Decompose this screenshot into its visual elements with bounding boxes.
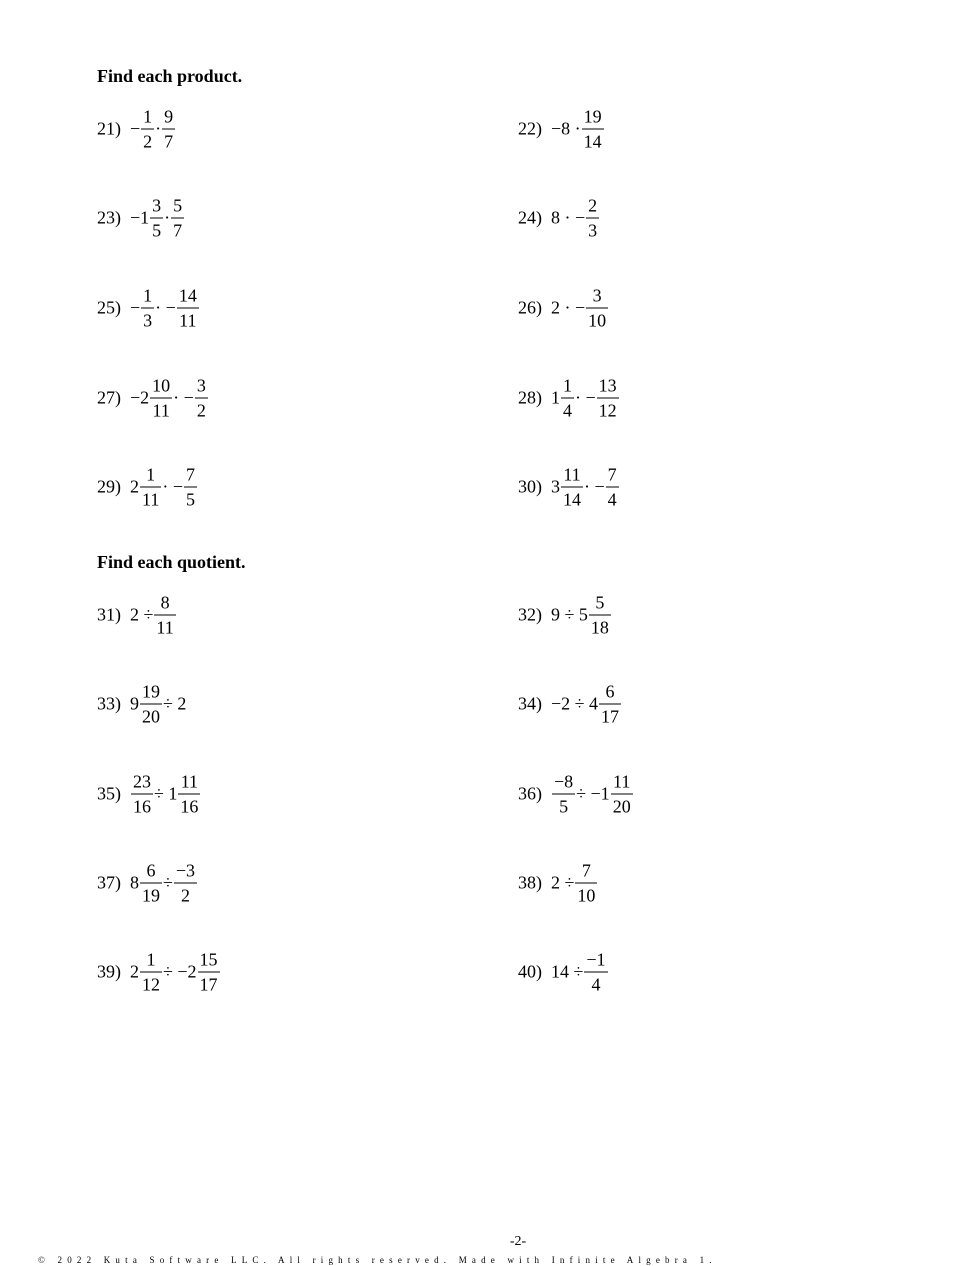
- fraction-numerator: 7: [607, 464, 617, 485]
- problem-number: 25): [97, 297, 121, 318]
- section-heading-quotients: Find each quotient.: [97, 552, 246, 572]
- problem-21: [97, 108, 176, 151]
- fraction: [552, 773, 575, 816]
- expression-text: −2 ÷ 4: [551, 693, 599, 714]
- fraction: [599, 683, 621, 726]
- problem-31: [97, 594, 177, 637]
- fraction-denominator: 2: [195, 398, 208, 420]
- expression-text: 2: [130, 476, 139, 497]
- fraction-numerator: 6: [605, 681, 615, 702]
- problem-34: [518, 683, 622, 726]
- problem-number: 34): [518, 693, 542, 714]
- problem-number: 40): [518, 961, 542, 982]
- expression-text: 8 · −: [551, 207, 586, 228]
- problem-number: 37): [97, 872, 121, 893]
- problem-number: 31): [97, 604, 121, 625]
- problem-27: [97, 377, 209, 420]
- fraction-denominator: 11: [154, 615, 175, 637]
- expression-text: · −: [162, 476, 183, 497]
- fraction-numerator: 8: [160, 592, 170, 613]
- fraction-denominator: 20: [611, 794, 633, 816]
- fraction: [606, 466, 619, 509]
- expression-text: −2: [130, 387, 150, 408]
- fraction-numerator: 19: [142, 681, 160, 702]
- fraction-denominator: 11: [150, 398, 172, 420]
- expression-text: 9: [130, 693, 139, 714]
- problem-33: [97, 683, 186, 726]
- expression-text: ÷ 1: [154, 783, 178, 804]
- fraction-denominator: 17: [599, 704, 621, 726]
- fraction-denominator: 11: [140, 487, 161, 509]
- fraction-denominator: 7: [171, 218, 184, 240]
- expression-text: ÷ −1: [576, 783, 610, 804]
- fraction-denominator: 16: [131, 794, 153, 816]
- problem-38: [518, 862, 598, 905]
- expression-text: 3: [551, 476, 560, 497]
- fraction: [198, 951, 220, 994]
- problem-25: [97, 287, 200, 330]
- problem-number: 32): [518, 604, 542, 625]
- fraction-numerator: 10: [152, 375, 171, 396]
- fraction: [195, 377, 208, 420]
- problem-35: [97, 773, 201, 816]
- fraction-denominator: 18: [589, 615, 611, 637]
- fraction-numerator: 1: [146, 464, 156, 485]
- fraction-denominator: 4: [606, 487, 619, 509]
- problem-22: [518, 108, 605, 151]
- fraction-denominator: 20: [140, 704, 162, 726]
- expression-text: · −: [584, 476, 605, 497]
- page-number: -2-: [509, 1234, 527, 1249]
- problem-30: [518, 466, 620, 509]
- fraction: [141, 287, 154, 330]
- fraction: [586, 197, 599, 240]
- problem-number: 21): [97, 118, 121, 139]
- problem-number: 27): [97, 387, 121, 408]
- fraction: [131, 773, 153, 816]
- problem-29: [97, 466, 198, 509]
- fraction-numerator: 1: [143, 106, 153, 127]
- fraction-numerator: 11: [613, 771, 631, 792]
- expression-text: 9 ÷ 5: [551, 604, 588, 625]
- fraction: [178, 773, 200, 816]
- expression-text: 14 ÷: [551, 961, 584, 982]
- fraction-numerator: 15: [199, 949, 218, 970]
- fraction-denominator: 3: [586, 218, 599, 240]
- fraction: [589, 594, 611, 637]
- fraction: [575, 862, 597, 905]
- fraction: [561, 377, 574, 420]
- fraction-denominator: 7: [162, 129, 175, 151]
- problem-number: 38): [518, 872, 542, 893]
- fraction-numerator: 19: [583, 106, 602, 127]
- problem-number: 22): [518, 118, 542, 139]
- fraction-numerator: 1: [143, 285, 153, 306]
- expression-text: ÷: [163, 872, 173, 893]
- problem-number: 33): [97, 693, 121, 714]
- fraction: [150, 377, 172, 420]
- fraction-numerator: 11: [563, 464, 581, 485]
- fraction-denominator: 11: [177, 308, 199, 330]
- fraction-numerator: 7: [186, 464, 195, 485]
- problem-32: [518, 594, 612, 637]
- problem-number: 39): [97, 961, 121, 982]
- fraction-numerator: 5: [173, 195, 183, 216]
- expression-text: 2 ÷: [551, 872, 575, 893]
- fraction-denominator: 5: [552, 794, 575, 816]
- problem-number: 24): [518, 207, 542, 228]
- problem-24: [518, 197, 600, 240]
- expression-text: ÷ 2: [163, 693, 187, 714]
- fraction-denominator: 10: [575, 883, 597, 905]
- problem-number: 26): [518, 297, 542, 318]
- fraction: [177, 287, 199, 330]
- fraction-numerator: 5: [595, 592, 605, 613]
- fraction-numerator: 13: [598, 375, 617, 396]
- fraction-denominator: 5: [150, 218, 163, 240]
- fraction: [162, 108, 175, 151]
- expression-text: 2: [130, 961, 139, 982]
- fraction-numerator: −8: [554, 771, 574, 792]
- fraction-numerator: 3: [152, 195, 162, 216]
- fraction-denominator: 12: [140, 972, 162, 994]
- expression-text: 8: [130, 872, 139, 893]
- fraction-denominator: 3: [141, 308, 154, 330]
- fraction: [141, 108, 154, 151]
- fraction-numerator: 2: [588, 195, 598, 216]
- fraction-denominator: 2: [141, 129, 154, 151]
- problem-26: [518, 287, 609, 330]
- fraction-denominator: 4: [561, 398, 574, 420]
- fraction-numerator: 3: [592, 285, 602, 306]
- fraction: [140, 466, 161, 509]
- fraction: [586, 287, 608, 330]
- problem-number: 35): [97, 783, 121, 804]
- problem-37: [97, 862, 198, 905]
- expression-text: −: [130, 297, 141, 318]
- problem-number: 28): [518, 387, 542, 408]
- problem-28: [518, 377, 620, 420]
- fraction: [150, 197, 163, 240]
- fraction-numerator: −1: [586, 949, 606, 970]
- fraction-numerator: 1: [146, 949, 156, 970]
- problem-40: [518, 951, 609, 994]
- fraction: [174, 862, 197, 905]
- problem-number: 29): [97, 476, 121, 497]
- fraction: [154, 594, 175, 637]
- fraction-denominator: 17: [198, 972, 220, 994]
- fraction-denominator: 14: [561, 487, 583, 509]
- fraction-numerator: 3: [196, 375, 206, 396]
- expression-text: · −: [155, 297, 176, 318]
- fraction-denominator: 4: [584, 972, 607, 994]
- fraction-numerator: 6: [146, 860, 156, 881]
- expression-text: 2 ÷: [130, 604, 154, 625]
- fraction: [597, 377, 619, 420]
- fraction-denominator: 10: [586, 308, 608, 330]
- fraction: [140, 951, 162, 994]
- problem-36: [518, 773, 634, 816]
- expression-text: −1: [130, 207, 150, 228]
- fraction: [140, 862, 162, 905]
- fraction: [171, 197, 184, 240]
- expression-text: · −: [173, 387, 194, 408]
- fraction: [611, 773, 633, 816]
- expression-text: · −: [575, 387, 596, 408]
- fraction-numerator: 14: [178, 285, 197, 306]
- fraction-denominator: 14: [582, 129, 604, 151]
- copyright-notice: © 2022 Kuta Software LLC. All rights reserved. Made with Infinite Algebra 1.: [38, 1255, 717, 1265]
- fraction-numerator: 9: [164, 106, 174, 127]
- fraction: [584, 951, 607, 994]
- problem-number: 36): [518, 783, 542, 804]
- problem-23: [97, 197, 185, 240]
- fraction-numerator: −3: [175, 860, 196, 881]
- fraction-numerator: 23: [133, 771, 151, 792]
- expression-text: ·: [164, 207, 171, 228]
- fraction-denominator: 2: [174, 883, 197, 905]
- section-heading-products: Find each product.: [97, 66, 243, 86]
- fraction-denominator: 12: [597, 398, 619, 420]
- fraction-denominator: 19: [140, 883, 162, 905]
- fraction-numerator: 11: [180, 771, 199, 792]
- expression-text: −8 ·: [551, 118, 581, 139]
- problem-number: 23): [97, 207, 121, 228]
- fraction: [140, 683, 162, 726]
- fraction-numerator: 1: [563, 375, 572, 396]
- problem-number: 30): [518, 476, 542, 497]
- expression-text: 1: [551, 387, 560, 408]
- fraction-denominator: 16: [178, 794, 200, 816]
- fraction-numerator: 7: [581, 860, 591, 881]
- expression-text: −: [130, 118, 141, 139]
- fraction: [561, 466, 583, 509]
- expression-text: 2 · −: [551, 297, 586, 318]
- fraction: [582, 108, 604, 151]
- fraction: [184, 466, 197, 509]
- fraction-denominator: 5: [184, 487, 197, 509]
- problem-39: [97, 951, 221, 994]
- expression-text: ·: [155, 118, 162, 139]
- expression-text: ÷ −2: [163, 961, 197, 982]
